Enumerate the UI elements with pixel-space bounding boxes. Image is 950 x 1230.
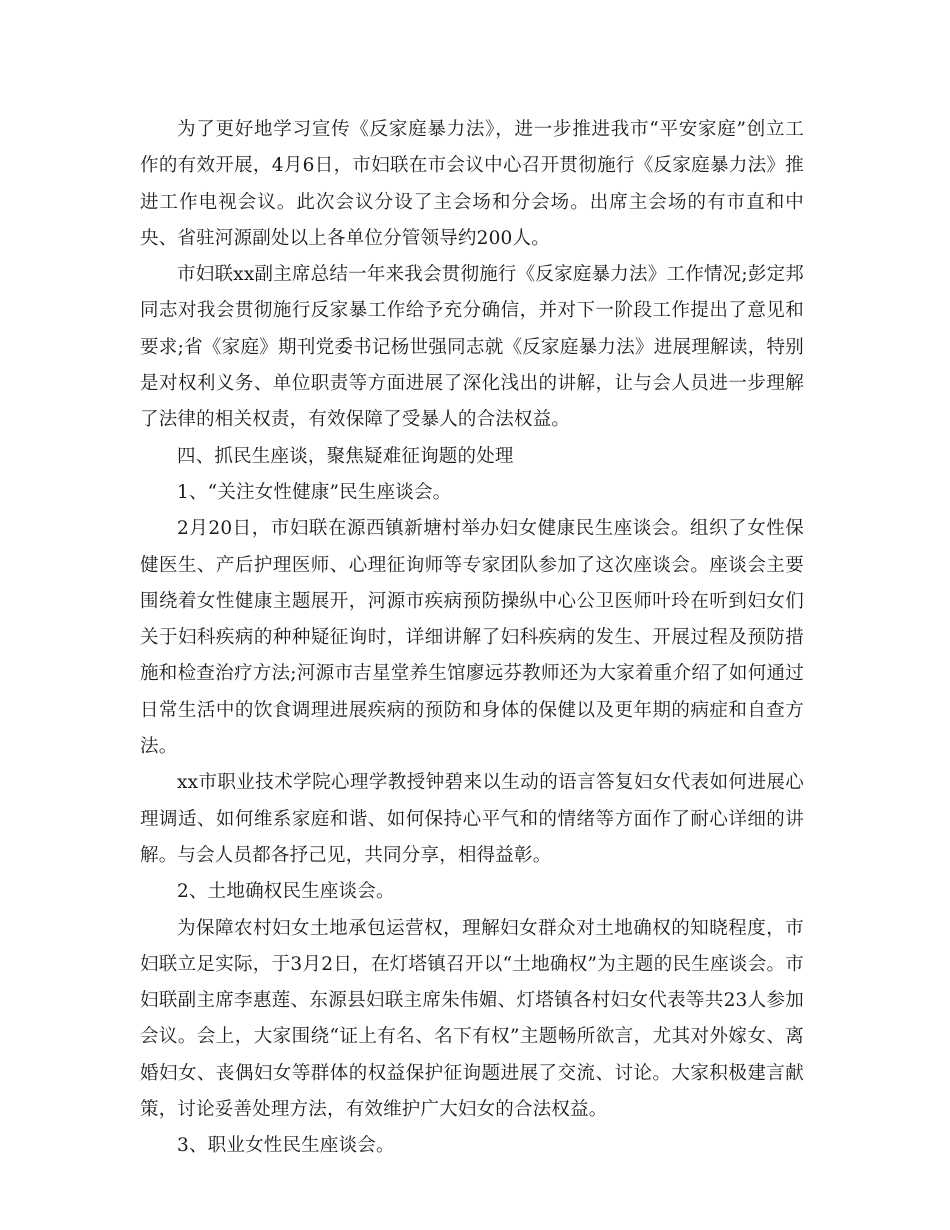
subheading-land-rights-forum: 2、土地确权民生座谈会。 [177,881,395,903]
document-body [140,112,804,1165]
section-heading-livelihood-forums: 四、抓民生座谈，聚焦疑难征询题的处理 [177,445,514,467]
paragraph-conference-intro: 为了更好地学习宣传《反家庭暴力法》，进一步推进我市“平安家庭”创立工作的有效开展，4月6日，市妇联在市会议中心召开贯彻施行《反家庭暴力法》推进工作电视会议。此次会议分设了主会场和分会场。出席主会场的有市直和中央、省驻河源副处以上各单位分管领导约200人。 [140,119,804,249]
subheading-professional-women-forum: 3、职业女性民生座谈会。 [177,1135,395,1157]
subheading-womens-health-forum: 1、“关注女性健康”民生座谈会。 [177,481,452,503]
paragraph-psychology-lecture: xx市职业技术学院心理学教授钟碧来以生动的语言答复妇女代表如何进展心理调适、如何维系家庭和谐、如何保持心平气和的情绪等方面作了耐心详细的讲解。与会人员都各抒己见，共同分享，相得益彰。 [140,772,804,866]
paragraph-health-forum-details: 2月20日，市妇联在源西镇新塘村举办妇女健康民生座谈会。组织了女性保健医生、产后护理医师、心理征询师等专家团队参加了这次座谈会。座谈会主要围绕着女性健康主题展开，河源市疾病预防操纵中心公卫医师叶玲在听到妇女们关于妇科疾病的种种疑征询时，详细讲解了妇科疾病的发生、开展过程及预防措施和检查治疗方法;河源市吉星堂养生馆廖远芬教师还为大家着重介绍了如何通过日常生活中的饮食调理进展疾病的预防和身体的保健以及更年期的病症和自查方法。 [140,518,804,758]
paragraph-vice-chair-summary: 市妇联xx副主席总结一年来我会贯彻施行《反家庭暴力法》工作情况;彭定邦同志对我会贯彻施行反家暴工作给予充分确信，并对下一阶段工作提出了意见和要求;省《家庭》期刊党委书记杨世强同志就《反家庭暴力法》进展理解读，特别是对权利义务、单位职责等方面进展了深化浅出的讲解，让与会人员进一步理解了法律的相关权责，有效保障了受暴人的合法权益。 [140,264,804,431]
paragraph-land-rights-details: 为保障农村妇女土地承包运营权，理解妇女群众对土地确权的知晓程度，市妇联立足实际，于3月2日，在灯塔镇召开以“土地确权”为主题的民生座谈会。市妇联副主席李惠莲、东源县妇联主席朱伟媚、灯塔镇各村妇女代表等共23人参加会议。会上，大家围绕“证上有名、名下有权”主题畅所欲言，尤其对外嫁女、离婚妇女、丧偶妇女等群体的权益保护征询题进展了交流、讨论。大家积极建言献策，讨论妥善处理方法，有效维护广大妇女的合法权益。 [140,917,804,1121]
